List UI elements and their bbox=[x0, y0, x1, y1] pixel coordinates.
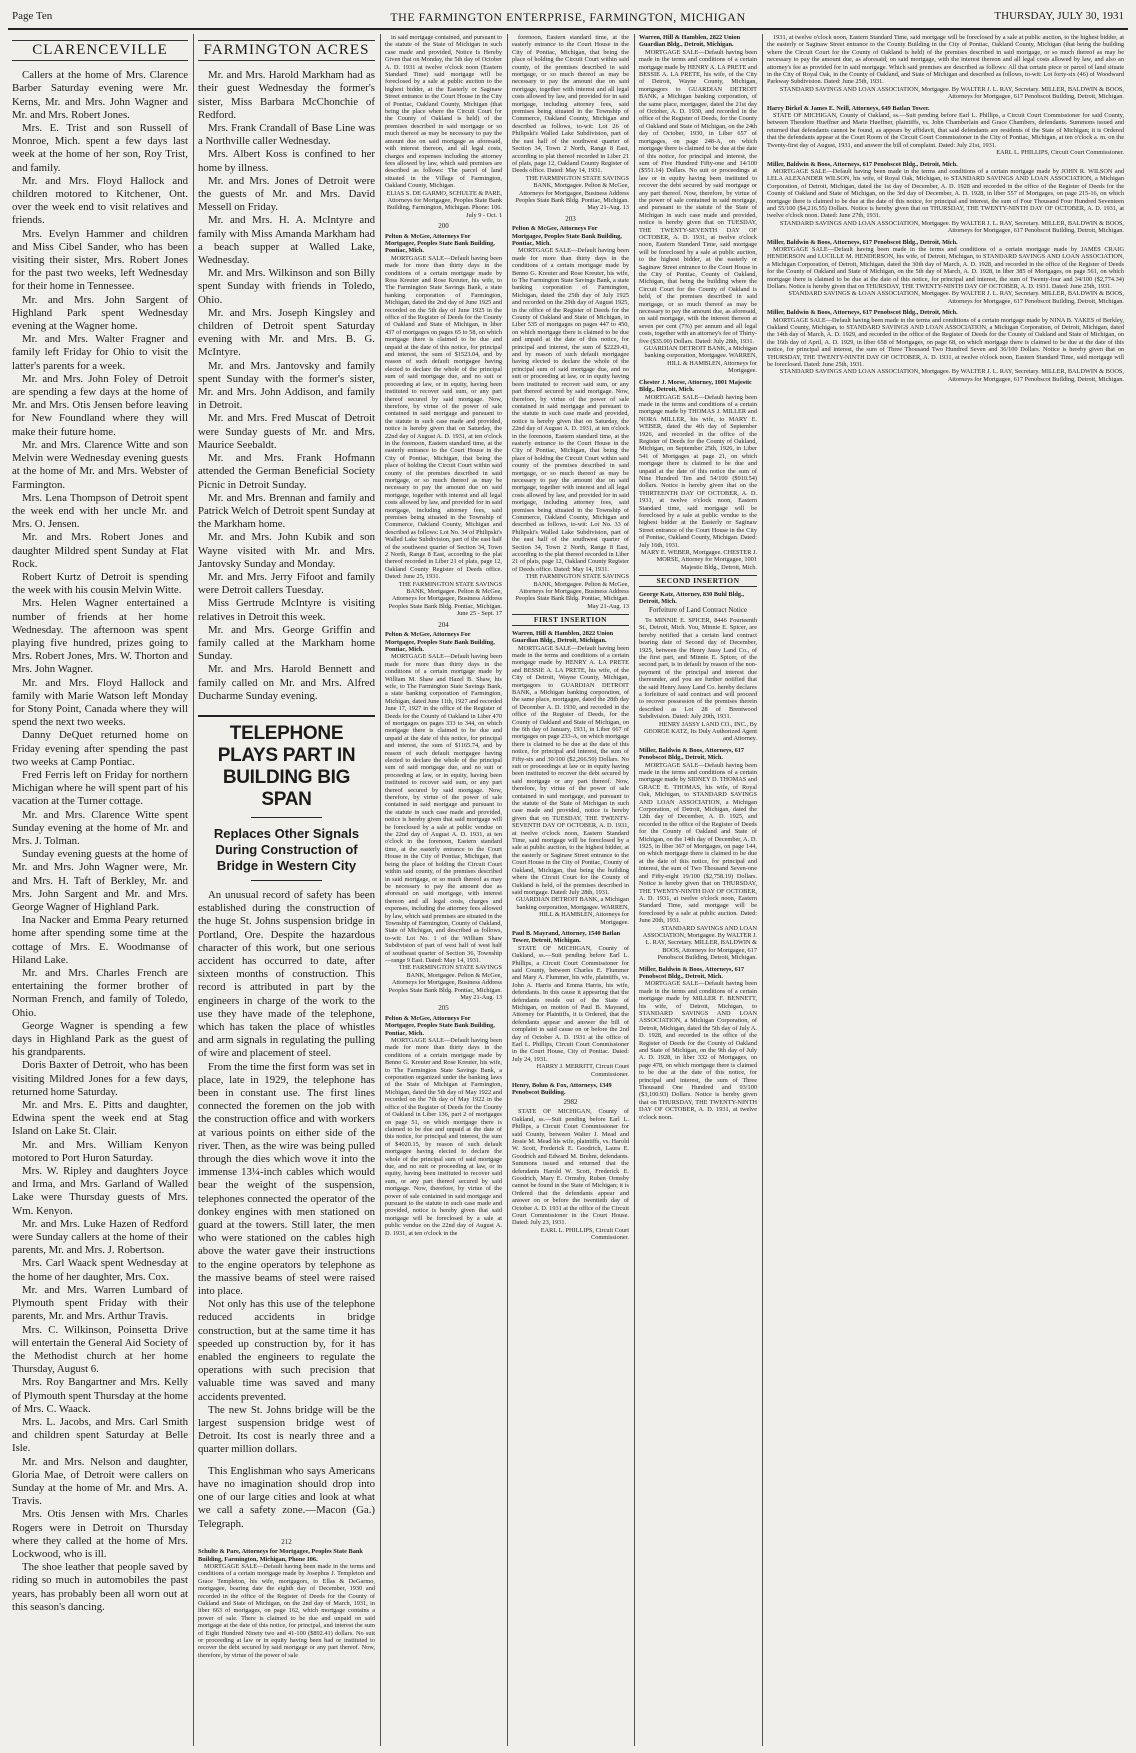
notice-signature: THE FARMINGTON STATE SAVINGS BANK, Mortgagee. Pelton & McGee, Attorneys for Mortgagee, Business Address Peoples State Bank Bldg. Pontiac, Michigan. bbox=[388, 964, 502, 994]
notice-warren bbox=[512, 630, 629, 926]
news-item: Mr. and Mrs. Joseph Kingsley and children of Detroit spent Saturday evening with Mr. and Mrs. B. G. McIntyre. bbox=[198, 306, 375, 359]
notice-number: 212 bbox=[281, 1537, 292, 1546]
notice-signature: STANDARD SAVINGS & LOAN ASSOCIATION, Mortgagee. By WALTER J. L. RAY, Secretary. MILLER, BALDWIN & BOOS, Attorneys for Mortgagee, 617 Penobscot Building, Detroit, Michigan. bbox=[788, 290, 1124, 305]
news-item: Mr. and Mrs. Fred Muscat of Detroit were Sunday guests of Mr. and Mrs. Maurice Seebaldt. bbox=[198, 412, 375, 451]
notice-miller-2 bbox=[639, 966, 757, 1122]
notice-head: Miller, Baldwin & Boos, Attorneys, 617 Penobscot Bldg., Detroit, Mich. bbox=[767, 309, 958, 317]
notice-number: 200 bbox=[438, 222, 449, 231]
notice-title: Forfeiture of Land Contract Notice bbox=[649, 606, 747, 615]
news-item: Mr. and Mrs. Warren Lumbard of Plymouth spent Friday with their parents, Mr. and Mrs. Arthur Travis. bbox=[12, 1283, 188, 1323]
notice-head: Schulte & Pare, Attorneys for Mortgagee, Peoples State Bank Building, Farmington, Michigan, Phone 106. bbox=[198, 1548, 363, 1563]
notice-dates: May 21-Aug. 13 bbox=[460, 994, 502, 1001]
notice-signature: STANDARD SAVINGS AND LOAN ASSOCIATION, Mortgagee. By WALTER J. L. RAY, Secretary. MILLER, BALDWIN & BOOS, Attorneys for Mortgagee, 617 Penobscot Building, Detroit, Michigan. bbox=[779, 219, 1124, 235]
news-item: Mr. and Mrs. Harold Bennett and family called on Mr. and Mrs. Alfred Ducharme Sunday evening. bbox=[198, 663, 375, 702]
notice-head: Pelton & McGee, Attorneys For Mortgagee, Peoples State Bank Building, Pontiac, Mich. bbox=[385, 232, 495, 255]
notice-number: 205 bbox=[438, 1004, 449, 1013]
notice-body: MORTGAGE SALE—Default having been made in the terms and conditions of a certain mortgage made by Josephus J. Templeton and Grace Templeton, his wife, mortgagors, to Ellas & DeGarmo, mortgagee, bearing date the eighth day of December, 1930 and recorded in the office of the Register of Deeds for the County of Oakland and State of Michigan, on the 2nd day of March, 1931, in liber 663 of mortgages, on page 162, which mortgage contains a power of sale. There is claimed to be due and unpaid on said mortgage at the date of this notice, for principal, and interest the sum of Eight Hundred Ninety two and 41-100 ($892.41) dollars. No suit or proceeding at law or in equity having been had or instituted to recover the debt secured by said mortgage or any part thereof. Now, therefore, by virtue of the power of sale bbox=[198, 1562, 375, 1659]
notice-signature: STANDARD SAVINGS AND LOAN ASSOCIATION, Mortgagee. By WALTER J. L. RAY, Secretary. MILLER, BALDWIN & BOOS, Attorneys for Mortgagee, 617 Penobscot Building, Detroit, Michigan. bbox=[779, 85, 1124, 101]
news-item: Mr. and Mrs. Charles French are entertaining the former brother of Norman French, and family of Toledo, Ohio. bbox=[12, 967, 188, 1019]
news-item: Mr. and Mrs. Jerry Fifoot and family were Detroit callers Tuesday. bbox=[198, 570, 375, 597]
newspaper-title: THE FARMINGTON ENTERPRISE, FARMINGTON, MICHIGAN bbox=[390, 10, 746, 24]
news-item: Mr. and Mrs. E. Pitts and daughter, Edwina spent the week end at Stag Island on Lake St. Clair. bbox=[12, 1099, 188, 1138]
telephone-story-body bbox=[198, 889, 375, 1457]
notice-203 bbox=[512, 216, 629, 611]
telephone-story-headline: TELEPHONE PLAYS PART IN BUILDING BIG SPAN bbox=[217, 722, 356, 810]
news-item: Danny DeQuet returned home on Friday evening after spending the past two weeks at Camp Pontiac. bbox=[12, 729, 188, 768]
news-item: Mrs. Lena Thompson of Detroit spent the week end with her uncle Mr. and Mrs. O. Jensen. bbox=[12, 491, 188, 531]
notice-200 bbox=[385, 223, 502, 618]
news-item: George Wagner is spending a few days in Highland Park as the guest of his grandparents. bbox=[12, 1019, 188, 1059]
notice-number: 2982 bbox=[563, 1097, 578, 1106]
notice-205 bbox=[385, 1005, 502, 1237]
notice-body: STATE OF MICHIGAN, County of Oakland, ss.—Suit pending before Earl L. Phillips, a Circuit Court Commissioner for said County, between Walter J. Mead and Jessie M. Mead his wife, plaintiffs, vs. Harold W. Scott, Frederick E. Goodrich, Laura E. Goodrich and Edward M. Brehm, defendants. Summons issued and returned that the defendants Harold W. Scott, Frederick E. Goodrich, Mary E. Ormsby, Ruben Ormsby cannot be found in the State of Michigan; it is Ordered that the defendants appear and answer on or before the twentieth day of October A. D. 1931 at the office of the Circuit Court Commissioner in the Court House. Dated: July 23, 1931. bbox=[512, 1108, 629, 1227]
news-item: Mr. and Mrs. William Kenyon motored to Port Huron Saturday. bbox=[12, 1138, 188, 1164]
news-item: Miss Gertrude McIntyre is visiting relatives in Detroit this week. bbox=[198, 597, 375, 623]
notice-body: MORTGAGE SALE—Default having been made in the terms and conditions of a certain mortgage made by MILLER F. BENNETT, his wife, of Detroit, Michigan, to STANDARD SAVINGS AND LOAN ASSOCIATION, a Michigan Corporation, of Detroit, Michigan, dated the 5th day of July A. D. 1928, and recorded in the office of the Register of Deeds for the County of Oakland and State of Michigan, on the 9th day of July A. D. 1928, in liber 332 of Mortgages, on page 478, on which mortgage there is claimed to be due at the date of this notice, for principal and interest, the sum of Three Thousand One Hundred and 93/100 ($3,100.93) Dollars. Notice is hereby given that on THURSDAY, THE TWENTY-NINTH DAY OF OCTOBER, A. D. 1931, at twelve o'clock noon. bbox=[639, 980, 757, 1121]
notice-signature: STANDARD SAVINGS AND LOAN ASSOCIATION, Mortgagee. By WALTER J. L. RAY, Secretary. MILLER, BALDWIN & BOOS, Attorneys for Mortgagee, 617 Penobscot Building, Detroit, Michigan. bbox=[642, 924, 757, 962]
news-item: Mrs. Albert Koss is confined to her home by illness. bbox=[198, 148, 375, 174]
notice-body: To MINNIE E. SPICER, 8446 Fourteenth St., Detroit, Mich. You, Minnie E. Spicer, are hereby notified that a certain land contract bearing date of Second day of December, 1925, between the Henry Jassy Land Co., of the first part, and Minnie E. Spicer, of the second part, is in default by reason of the non-payment of the principal and interest due thereunder, and you are further notified that the said Henry Jassy Land Co. hereby declares a forfeiture of said contract and will proceed to recover possession of the premises therein described as Lot 28 of Brentwood Subdivision. Dated: July 20th, 1931. bbox=[639, 616, 757, 721]
notice-dates: May 21-Aug. 13 bbox=[587, 204, 629, 212]
notice-signature: HENRY JASSY LAND CO., INC., By GEORGE KATZ, Its Duly Authorized Agent and Attorney. bbox=[644, 720, 757, 743]
news-item: Mrs. Otis Jensen with Mrs. Charles Rogers were in Detroit on Thursday where they called at the home of Mrs. Lockwood, who is ill. bbox=[12, 1508, 188, 1560]
news-item: Mrs. C. Wilkinson, Poinsetta Drive will entertain the General Aid Society of the Methodist church at her home Thursday, August 6. bbox=[12, 1323, 188, 1376]
notice-continuation: in said mortgage contained, and pursuant to the statute of the State of Michigan in such case made and provided, Notice Is Hereby Given that on Monday, the 5th day of October A. D. 1931 at twelve o'clock noon (Eastern Standard Time) said mortgage will be foreclosed by a sale at public auction to the highest bidder, at the Easterly or Saginaw Street entrance to the Court House in the City of Pontiac, Oakland County, Michigan (that being the place where the Circuit Court for the County of Oakland is held) of the premises described in said mortgage or so much thereof as may be necessary to pay the amount due on said mortgage as aforesaid, with interest thereon, and all legal costs, charges and expenses including the attorney fees allowed by law, which said premises are described as follows: The parcel of land situated in the Village of Farmington, Oakland County, Michigan. bbox=[385, 34, 502, 190]
notice-head: Henry, Bohm & Fox, Attorneys, 1349 Penobscot Building. bbox=[512, 1082, 612, 1097]
news-item: An unusual record of safety has been established during the construction of the huge St. Johns suspension bridge in Portland, Ore. Despite the hazardous character of this work, but one serious accident has occurred to date, after sixteen months of construction. This record is attributed in part by the engineers in charge of the work to the use they have made of the telephone, which has taken the place of whistles and arm signals in regulating the pulling of wire and placement of steel. bbox=[198, 888, 375, 1060]
news-item: Mr. and Mrs. John Kubik and son Wayne visited with Mr. and Mrs. Jantovsky Sunday and Monday. bbox=[198, 531, 375, 570]
notice-body: STATE OF MICHIGAN, County of Oakland, ss.—Suit pending before Earl L. Phillips, a Circuit Court Commissioner for said County, between Theodore Hueffner and Marie Hueffner, plaintiffs, vs. John Chamberlain and Grace Chambers, defendants. Summons issued and returned that defendants cannot be found, as appears by affidavit, that said defendants are residents of the State of Michigan; it is Ordered that the defendants appear at the Court Room of the Circuit Court Commissioner in the City of Pontiac, Michigan, at ten o'clock a. m. on the Twenty-first day of August, 1931, and answer the bill of complaint. Dated: July 21st, 1931. bbox=[767, 112, 1124, 149]
notice-head: Pelton & McGee, Attorneys For Mortgagee, Peoples State Bank Building, Pontiac, Mich. bbox=[385, 1014, 495, 1037]
news-item: The shoe leather that people saved by riding so much in automobiles the past years, has probably been all worn out at this season's dancing. bbox=[12, 1561, 188, 1613]
column-farmington-acres bbox=[193, 34, 379, 1746]
notice-signature: EARL L. PHILLIPS, Circuit Court Commissioner. bbox=[540, 1226, 629, 1242]
news-item: Robert Kurtz of Detroit is spending the week with his cousin Melvin Witte. bbox=[12, 570, 188, 597]
news-item: Mrs. Frank Crandall of Base Line was a Northville caller Wednesday. bbox=[198, 122, 375, 148]
notice-dates: June 25 - Sept. 17 bbox=[456, 610, 502, 618]
notice-signature: THE FARMINGTON STATE SAVINGS BANK, Mortgagee. Pelton & McGee, Attorneys for Mortgagee, Business Address Peoples State Bank Bldg. Pontiac, Michigan. bbox=[515, 174, 629, 204]
notice-mayrand bbox=[512, 930, 629, 1078]
notice-henry bbox=[512, 1082, 629, 1242]
notice-signature: MARY E. WEBER, Mortgagee. CHESTER J. MORSE, Attorney for Mortgagee, 1001 Majestic Bldg., Detroit, Mich. bbox=[641, 549, 757, 571]
first-insertion-heading: FIRST INSERTION bbox=[512, 614, 629, 625]
notice-head: Miller, Baldwin & Boos, Attorneys, 617 Penobscot Bldg., Detroit, Mich. bbox=[639, 746, 745, 762]
notice-body: MORTGAGE SALE—Default having been made in the terms and conditions of a certain mortgage made by JAMES CRAIG HENDERSON and LUCILLE M. HENDERSON, his wife, of Detroit, Michigan, to STANDARD SAVINGS AND LOAN ASSOCIATION, a Michigan Corporation, of Detroit, Michigan, dated the 30th day of March, A. D. 1928, and recorded in the office of the Register of Deeds for the County of Oakland and State of Michigan, on the 5th day of March, A. D. 1928, in liber 385 of Mortgages, on page 561, on which mortgage there is claimed to be due at the date of this notice, for principal and interest, the sum of Twenty-four and 34/100 ($2,774.34) Dollars. Notice is hereby given that on THURSDAY, THE TWENTY-NINTH DAY OF OCTOBER, A. D. 1931. Dated: June 25th, 1931. bbox=[767, 245, 1124, 290]
notice-212 bbox=[198, 1539, 375, 1660]
notice-signature: THE FARMINGTON STATE SAVINGS BANK, Mortgagee. Pelton & McGee, Attorneys for Mortgagee, Business Address Peoples State Bank Bldg. Pontiac, Michigan. bbox=[515, 573, 629, 603]
notice-signature: ELIAS S. DE GARMO, SCHULTE & PARE, Attorneys for Mortgagee, Peoples State Bank Building, Farmington, Michigan. Phone: 106. bbox=[386, 189, 502, 212]
notice-body: MORTGAGE SALE—Default having been made for more than thirty days in the conditions of a certain mortgage made by Ross Kreuter and Rose Kreuter, his wife, to The Farmington State Savings Bank, a state banking corporation of Farmington, Michigan, dated the 2nd day of June 1925 and recorded on the 5th day of June 1925 in the office of the Register of Deeds for the County of Oakland and State of Michigan, in liber 437 of mortgages on pages 65 to 58, on which mortgage there is claimed to be due and unpaid at the date of this notice, for principal and interest, the sum of $1523.04, and by reason of such default mortgagee having elected to declare the whole of the principal sum of said mortgage due, and no suit or proceeding at law, or in equity, having been instituted to recover said sum, or any part thereof secured by said mortgage. Now, therefore, by virtue of the power of sale contained in said mortgage and pursuant to the statute in such case made and provided, notice is hereby given that on Saturday, the 22nd day of August A. D. 1931, at ten o'clock in the forenoon, Eastern standard time, at the easterly entrance to the Court House in the City of Pontiac, Michigan, that being the place of holding the Circuit Court within said county of the premises described in said mortgage, or so much thereof as may be necessary to pay the amount due on said mortgage, together with interest and all legal costs allowed by law, and provided for in said mortgage, including attorney fees, said premises being situated in the Township of Commerce, Oakland County, Michigan and described as follows: Lot No. 34 of Philipski's Walled Lake Subdivision, part of the east half of the southwest quarter of Section 34, Town 2 North, Range 8 East, according to the plat thereof recorded in Liber 21 of plats, page 12, Oakland County Register of Deeds office. Dated: June 25, 1931. bbox=[385, 254, 502, 581]
notice-body: MORTGAGE SALE—Default having been made in the terms and conditions of a certain mortgage made by NINA B. YAKES of Berkley, Oakland County, Michigan, to STANDARD SAVINGS AND LOAN ASSOCIATION, a Michigan Corporation, of Detroit, Michigan, dated the 14th day of March, A. D. 1929, and recorded in the office of the Register of Deeds for the County of Oakland and State of Michigan, on the 16th day of April, A. D. 1929, in liber 658 of Mortgages, on page 68, on which mortgage there is claimed to be due at the date of this notice, for principal and interest, the sum of Three Thousand Two Hundred Seven and 36/100 Dollars. Notice is hereby given that on THURSDAY, THE TWENTY-NINTH DAY OF OCTOBER, A. D. 1931, at twelve o'clock noon, Eastern Standard Time, said mortgage will be foreclosed. Dated: June 25th, 1931. bbox=[767, 316, 1124, 369]
section-heading-farmington-acres: FARMINGTON ACRES bbox=[198, 40, 375, 61]
news-item: Mr. and Mrs. Jantovsky and family spent Sunday with the former's sister, Mr. and Mrs. John Addison, and family in Detroit. bbox=[198, 359, 375, 412]
notice-katz bbox=[639, 591, 757, 743]
news-item: Mr. and Mrs. Wilkinson and son Billy spent Sunday with friends in Toledo, Ohio. bbox=[198, 267, 375, 306]
notice-warren-2 bbox=[639, 34, 757, 375]
englishman-filler: This Englishman who says Americans have no imagination should drop into one of our large cities and look at what we call a safety zone.—Macon (Ga.) Telegraph. bbox=[198, 1464, 375, 1530]
news-item: Mr. and Mrs. Clarence Witte spent Sunday evening at the home of Mr. and Mrs. J. Tolman. bbox=[12, 808, 188, 847]
notice-morse bbox=[639, 379, 757, 572]
notice-signature: HARRY J. MERRITT, Circuit Court Commissioner. bbox=[536, 1063, 629, 1078]
news-item: Mr. and Mrs. Brennan and family and Patrick Welch of Detroit spent Sunday at the Markham home. bbox=[198, 491, 375, 531]
notice-body: MORTGAGE SALE—Default having been made in the terms and conditions of a certain mortgage made by JOHN R. WILSON and LELA ALEXANDER WILSON, his wife, of Royal Oak, Michigan, to STANDARD SAVINGS AND LOAN ASSOCIATION, a Michigan Corporation, of Detroit, Michigan, dated the 1st day of December, A. D. 1928 and recorded in the office of the Register of Deeds for the County of Oakland and State of Michigan, on the 3rd day of December, A. D. 1928, in liber 557 of Mortgages, on page 215-16, on which mortgage there is claimed to be due at the date of this notice, for principal and interest, the sum of Four Thousand Four Hundred Seventeen and 55/100 ($4,216.55) Dollars. Notice is hereby given that on THURSDAY, THE TWENTY-NINTH DAY OF OCTOBER, A. D. 1931, at twelve o'clock noon. Dated: June 27th, 1931. bbox=[767, 167, 1124, 220]
notice-body: MORTGAGE SALE—Default having been made in the terms and conditions of a certain mortgage made by HENRY A. LA PRETE and BESSIE A. LA PRETE, his wife, of the City of Detroit, Wayne County, Michigan, mortgagors to GUARDIAN DETROIT BANK, a Michigan banking corporation, of the same place, mortgagee, dated the 28th day of December A. D. 1930, and recorded in the office of the Register of Deeds, for the County of Oakland and State of Michigan, on the 6th day of January, 1931, in Liber 667 of mortgages on page 233-A, on which mortgage there is claimed to be due at the date of this notice, for principal and interest, the sum of Fifty-six and 30/100 ($2,266.50) Dollars. No suit or proceedings at law or in equity having been instituted to recover the debt secured by said mortgage or any part thereof. Now, therefore, by virtue of the power of sale contained in said mortgage, and pursuant to the statute of the State of Michigan in such case made and provided, notice is hereby given that on TUESDAY, THE TWENTY-SEVENTH DAY OF OCTOBER, A. D. 1931, at twelve o'clock noon, Eastern Standard Time, said mortgage will be foreclosed by a sale at public auction, to the highest bidder, at the easterly or Saginaw Street entrance to the Court House in the City of Pontiac, County of Oakland, Michigan, that being the building where the Circuit Court for the County of Oakland is held, of the premises described in said mortgage. Dated: July 28th, 1931. bbox=[512, 644, 629, 896]
news-item: Mrs. Evelyn Hammer and children and Miss Cibel Sander, who has been visiting their sister, Mrs. Robert Jones for the past two weeks, left Wednesday for their home in Tennessee. bbox=[12, 227, 188, 293]
farmington-acres-items bbox=[198, 69, 375, 703]
notice-number: 204 bbox=[438, 620, 449, 629]
news-item: Mr. and Mrs. John Sargent of Highland Park spent Wednesday evening at the Wagner home. bbox=[12, 293, 188, 333]
column-legal-notices-3 bbox=[380, 34, 506, 1746]
news-item: Mr. and Mrs. Floyd Hallock and family with Marie Watson left Monday for Stony Point, Canada where they will spend the next two weeks. bbox=[12, 676, 188, 729]
notice-body: MORTGAGE SALE—Default having been made for more than thirty days in the conditions of a certain mortgage made by Benno G. Kreuter and Rose Kreuter, his wife, to The Farmington State Savings Bank, a corporation organized under the banking laws of the State of Michigan at Farmington, Michigan, dated the 5th day of May 1922 and recorded on the 7th day of May 1922 in the office of the Register of Deeds for the County of Oakland in Liber 136, part 2 of mortgages on page 51, on which mortgage there is claimed to be due and unpaid at the date of this notice, for principal and interest, the sum of $4020.15, by reason of such default mortgagee having elected to declare the whole of the principal sum of said mortgage due, and no suit or proceeding at law, or in equity, having been instituted to recover said sum, or any part thereof secured by said mortgage. Now, therefore, by virtue of the power of sale contained in said mortgage and pursuant to the statute in such case made and provided, notice is hereby given that said mortgage will be foreclosed by a sale at public vendue on the 22nd day of August A. D. 1931, at ten o'clock in the bbox=[385, 1037, 502, 1237]
notice-head: Pelton & McGee, Attorneys For Mortgagee, Peoples State Bank Building, Pontiac, Mich. bbox=[512, 225, 622, 247]
notice-signature: STANDARD SAVINGS AND LOAN ASSOCIATION, Mortgagee. By WALTER J. L. RAY, Secretary. MILLER, BALDWIN & BOOS, Attorneys for Mortgagee, 617 Penobscot Building, Detroit, Michigan. bbox=[779, 368, 1124, 383]
column-legal-notices-6 bbox=[762, 34, 1128, 1746]
notice-head: Miller, Baldwin & Boos, Attorneys, 617 Penobscot Bldg., Detroit, Mich. bbox=[767, 238, 958, 246]
notice-head: Chester J. Morse, Attorney, 1001 Majestic Bldg., Detroit, Mich. bbox=[639, 378, 752, 394]
notice-number: 203 bbox=[565, 214, 576, 223]
issue-date: THURSDAY, JULY 30, 1931 bbox=[994, 10, 1124, 22]
news-item: Mr. and Mrs. John Foley of Detroit are spending a few days at the home of Mr. and Mrs. Otis Jensen before leaving for New Foundland where they will make their future home. bbox=[12, 372, 188, 438]
news-item: The new St. Johns bridge will be the largest suspension bridge west of Detroit. Its cost is nearly three and a quarter million dollars. bbox=[198, 1403, 375, 1456]
news-item: Mrs. Roy Bangartner and Mrs. Kelly of Plymouth spent Thursday at the home of Mrs. C. Waack. bbox=[12, 1376, 188, 1415]
section-heading-clarenceville: CLARENCEVILLE bbox=[12, 40, 188, 61]
news-item: Mrs. Helen Wagner entertained a number of friends at her home Wednesday. The afternoon was spent playing five hundred, prizes going to Mrs. Robert Jones, Mrs. W. Thorton and Mrs. John Wagner. bbox=[12, 597, 188, 676]
notice-head: Miller, Baldwin & Boos, Attorneys, 617 Penobscot Bldg., Detroit, Mich. bbox=[639, 965, 745, 980]
notice-signature: EARL L. PHILLIPS, Circuit Court Commissioner. bbox=[996, 149, 1124, 157]
notice-body: MORTGAGE SALE—Default having been made in the terms and conditions of a certain mortgage made by HENRY A. LA PRETE and BESSIE A. LA PRETE, his wife, of the City of Detroit, Wayne County, Michigan, mortgagors to GUARDIAN DETROIT BANK, a Michigan banking corporation, of the same place, mortgagee, dated the 21st day of October, A. D. 1930, and recorded in the office of the Register of Deeds, for the County of Oakland and State of Michigan, on the 24th day of October, 1930, in Liber 657 of mortgages, on page 248-A, on which mortgage there is claimed to be due at the date of this notice, for principal and interest, the sum of Five Hundred Fifty-one and 14/100 ($551.14) Dollars. No suit or proceedings at law or in equity having been instituted to recover the debt secured by said mortgage or any part thereof. Now, therefore, by virtue of the power of sale contained in said mortgage, and pursuant to the statute of the State of Michigan in such case made and provided, notice is hereby given that on TUESDAY, THE TWENTY-SEVENTH DAY OF OCTOBER, A. D. 1931, at twelve o'clock noon, Eastern Standard Time, said mortgage will be foreclosed by a sale at public auction, to the highest bidder, at the easterly or Saginaw Street entrance to the Court House in the City of Pontiac, County of Oakland, Michigan, that being the building where the Circuit Court for the County of Oakland is held, of the premises described in said mortgage, or so much thereof as may be necessary to pay the amount due, as aforesaid, on said mortgage, with the interest thereon at seven per cent (7%) per annum and all legal costs, together with an attorney's fee of Thirty-five ($35.00) Dollars. Dated: July 28th, 1931. bbox=[639, 48, 757, 345]
notice-miller-3 bbox=[767, 161, 1124, 235]
telephone-story-subhead: Replaces Other Signals During Construction of Bridge in Western City bbox=[213, 825, 360, 873]
news-item: Mr. and Mrs. Floyd Hallock and children motored to Kitchener, Ont. over the week end to visit relatives and friends. bbox=[12, 174, 188, 227]
telephone-story-headline-block bbox=[198, 715, 375, 881]
news-item: Mr. and Mrs. George Griffin and family called at the Markham home Sunday. bbox=[198, 623, 375, 663]
column-legal-notices-5 bbox=[634, 34, 761, 1746]
page-number: Page Ten bbox=[12, 10, 53, 22]
news-item: Mr. and Mrs. Harold Markham had as their guest Wednesday the former's sister, Miss Barbara McChonchie of Redford. bbox=[198, 69, 375, 121]
news-item: Mr. and Mrs. Jones of Detroit were the guests of Mr. and Mrs. David Messell on Friday. bbox=[198, 174, 375, 214]
news-item: Fred Ferris left on Friday for northern Michigan where he will spent part of his vacation at the Turner cottage. bbox=[12, 768, 188, 808]
news-item: From the time the first form was set in place, late in 1929, the telephone has been in constant use. The first lines connected the foremen on the job with the construction office and with workers at various points on either side of the river. Then, as the wire was being pulled through the dies which wove it into the immense 13¼-inch cables which would bear the weight of the suspension, telephones connected the operator of the donkey engines with men stationed on guard at the towers. Still later, the men who were stationed on the cables high above the water gave their instructions to the engine operators by telephone as the massive beams of steel were raised into place. bbox=[198, 1060, 375, 1298]
news-item: Mr. and Mrs. Clarence Witte and son Melvin were Wednesday evening guests at the home of Mr. and Mrs. Webster of Farmington. bbox=[12, 438, 188, 491]
news-item: Mrs. L. Jacobs, and Mrs. Carl Smith and children spent Saturday at Belle Isle. bbox=[12, 1415, 188, 1455]
notice-signature: GUARDIAN DETROIT BANK, a Michigan banking corporation, Mortgagee. WARREN, HILL & HAMBLEN, Attorneys for Mortgagee. bbox=[643, 345, 757, 375]
notice-head: George Katz, Attorney, 830 Buhl Bldg., Detroit, Mich. bbox=[639, 590, 745, 606]
notice-dates: May 21-Aug. 13 bbox=[587, 602, 629, 610]
news-item: Callers at the home of Mrs. Clarence Barber Saturday evening were Mr. Kerns, Mr. and Mrs. John Wagner and Mr. and Mrs. Robert Jones. bbox=[12, 69, 188, 121]
news-item: Mr. and Mrs. H. A. McIntyre and family with Miss Amanda Markham had a beach supper at Walled Lake, Wednesday. bbox=[198, 214, 375, 267]
column-clarenceville bbox=[8, 34, 192, 1746]
notice-head: Miller, Baldwin & Boos, Attorneys, 617 Penobscot Bldg., Detroit, Mich. bbox=[767, 160, 958, 168]
notice-body: MORTGAGE SALE—Default having been made in the terms and conditions of a certain mortgage made by THOMAS J. MILLER and NORA MILLER, his wife, to MARY E. WEBER, dated the 4th day of September 1926, and recorded in the office of the Register of Deeds for the County of Oakland, Michigan, on September 25th, 1926, in Liber 541 of Mortgages at page 21, on which mortgage there is claimed to be due and unpaid at the date of this notice the sum of Nine Hundred Ten and 54/100 ($910.54) dollars. Notice is hereby given that on the THIRTEENTH DAY OF OCTOBER, A. D. 1931, at twelve o'clock noon, Eastern Standard time, said mortgage will be foreclosed by a sale at public vendue to the highest bidder at the Easterly or Saginaw Street entrance of the Court House in the City of Pontiac, Oakland County, Michigan. Dated: July 16th, 1931. bbox=[639, 393, 757, 549]
masthead bbox=[8, 4, 1128, 30]
notice-dates: July 9 - Oct. 1 bbox=[466, 211, 502, 219]
news-item: Mrs. Carl Waack spent Wednesday at the home of her daughter, Mrs. Cox. bbox=[12, 1257, 188, 1283]
notice-body: MORTGAGE SALE—Default having been made for more than thirty days in the conditions of a certain mortgage made by William M. Shaw and Hazel B. Shaw, his wife, to The Farmington State Savings Bank, a state banking corporation of Farmington, Michigan, dated June 11th, 1927 and recorded June 17, 1927 in the office of the Register of Deeds for the County of Oakland in Liber 470 of mortgages on pages 333 to 344, on which mortgage there is claimed to be due and unpaid at the date of this notice, for principal and interest, the sum of $1165.74, and by reason of such default mortgagee having elected to declare the whole of the principal sum of said mortgage due, and no suit or proceeding at law, or in equity, having been instituted to recover said sum, or any part thereof secured by said mortgage. Now, therefore, by virtue of the power of sale contained in said mortgage and pursuant to the statute in such case made and provided, notice is hereby given that said mortgage will be foreclosed by a sale at public vendue on the 22nd day of August A. D. 1931, at ten o'clock in the forenoon, Eastern standard time, at the easterly entrance to the Court House in the City of Pontiac, Michigan, that being the place of holding the Circuit Court within said county, of the premises described in said mortgage, or so much thereof as may be necessary to pay the amount due as aforesaid on said mortgage, with interest thereon and all legal costs, charges and expenses, including the attorney fees allowed by law, which said premises are situated in the Township of Farmington, County of Oakland, State of Michigan, and described as follows, to-wit: Lot No. 1 of the William Shaw Subdivision of part of west half of west half of southeast quarter of Section 36, Township—range 9 East. Dated: May 14, 1931. bbox=[385, 653, 502, 964]
news-item: Mrs. W. Ripley and daughters Joyce and Irma, and Mrs. Garland of Walled Lake were Thursday guests of Mrs. Wm. Kenyon. bbox=[12, 1165, 188, 1217]
news-item: Mr. and Mrs. Luke Hazen of Redford were Sunday callers at the home of their parents, Mr. and Mrs. J. Robertson. bbox=[12, 1217, 188, 1257]
notice-body: MORTGAGE SALE—Default having been made for more than thirty days in the conditions of a certain mortgage made by Benno G. Kreuter and Rose Kreuter, his wife, to The Farmington State Savings Bank, a state banking corporation of Farmington, Michigan, dated the 25th day of July 1925 and recorded on the 29th day of August 1925, in the office of the Register of Deeds for the County of Oakland and State of Michigan, in Liber 535 of mortgages on pages 447 to 450, on which mortgage there is claimed to be due and unpaid at the date of this notice, for principal and interest, the sum of $2229.43, and by reason of such default mortgagee having elected to declare the whole of the principal sum of said mortgage due, and no suit or proceeding at law, or in equity having been instituted to recover said sum, or any part thereof secured by said mortgage. Now, therefore, by virtue of the power of sale contained in said mortgage and pursuant to the statute in such case made and provided, notice is hereby given that on Saturday, the 22nd day of August A. D. 1931, at ten o'clock in the forenoon, Eastern standard time, at the easterly entrance to the Court House in the City of Pontiac, Michigan, that being the place of holding the Circuit Court within said county of the premises described in said mortgage, or so much thereof as may be necessary to pay the amount due on said mortgage, together with interest and all legal costs allowed by law, and provided for in said mortgage, including attorney fees, said premises being situated in the Township of Commerce, Oakland County, Michigan and described as follows, to-wit: Lot No. 33 of Philipski's Walled Lake Subdivision, part of the east half of the southwest quarter of Section 34, Town 2 North, Range 8 East, according to the plat thereof recorded in Liber 21 of plats, page 12, Oakland County Register of Deeds office. Dated: May 14, 1931. bbox=[512, 247, 629, 573]
notice-204 bbox=[385, 622, 502, 1002]
notice-head: Paul B. Mayrand, Attorney, 1540 Batlan Tower, Detroit, Michigan. bbox=[512, 929, 621, 945]
notice-head: Warren, Hill & Hamblen, 2822 Union Guardian Bldg., Detroit, Michigan. bbox=[639, 34, 741, 49]
notice-signature: THE FARMINGTON STATE SAVINGS BANK, Mortgagee. Pelton & McGee, Attorneys for Mortgagee, Business Address Peoples State Bank Bldg. Pontiac, Michigan. bbox=[388, 580, 502, 610]
notice-body: MORTGAGE SALE—Default having been made in the terms and conditions of a certain mortgage made by SIDNEY D. THOMAS and GRACE E. THOMAS, his wife, of Royal Oak, Michigan, to STANDARD SAVINGS AND LOAN ASSOCIATION, a Michigan Corporation, of Detroit, Michigan, dated the 12th day of December, A. D. 1925, and recorded in the office of the Register of Deeds for the County of Oakland and State of Michigan, on the 14th day of December, A. D. 1925, in liber 367 of Mortgages, on page 144, on which mortgage there is claimed to be due at the date of this notice, for principal and interest, the sum of Two Thousand Seven-one and Fifty-eight 19/100 ($2,758.19) Dollars. Notice is hereby given that on THURSDAY, THE TWENTY-NINTH DAY OF OCTOBER, A. D. 1931, at twelve o'clock noon, Eastern Standard Time, said mortgage will be foreclosed by a sale at public auction. Dated: June 20th, 1931. bbox=[639, 761, 757, 925]
news-item: Mr. and Mrs. Walter Fragner and family left Friday for Ohio to visit the latter's parents for a week. bbox=[12, 333, 188, 372]
notice-body: STATE OF MICHIGAN, County of Oakland, ss.—Suit pending before Earl L. Phillips, a Circuit Court Commissioner for said County, between Charles E. Flummer and Mary A. Flummer, his wife, plaintiffs, vs. John A. Harris and Emma Harris, his wife, defendants. In this cause it appearing that the defendants reside out of the State of Michigan, on motion of Paul B. Mayrand, Attorney for Plaintiffs, it is Ordered, that the defendants appear and answer the bill of complaint in said cause on or before the 2nd day of October A. D. 1931 at the office of Earl L. Phillips, Circuit Court Commissioner in the Court House, City of Pontiac. Dated: July 24, 1931. bbox=[512, 944, 629, 1063]
notice-continuation: forenoon, Eastern standard time, at the easterly entrance to the Court House in the City of Pontiac, Michigan, that being the place of holding the Circuit Court within said county, of the premises described in said mortgage, or so much thereof as may be necessary to pay the amount due on said mortgage, together with interest and all legal costs allowed by law, and provided for in said mortgage, including attorney fees, said premises being situated in the Township of Commerce, Oakland County, Michigan and described as follows, to-wit: Lot 26 of Philipski's Walled Lake Subdivision, part of the east half of the southwest quarter of Section 34, Town 2 North, Range 8 East, according to plat thereof recorded in Liber 21 of plats, page 12, Oakland County Register of Deeds office. Dated: May 14, 1931. bbox=[512, 34, 629, 175]
notice-continuation: 1931, at twelve o'clock noon, Eastern Standard Time, said mortgage will be foreclosed by a sale at public auction, to the highest bidder, at the easterly or Saginaw Street entrance to the County Building in the City of Pontiac, Oakland County, Michigan (that being the building where the Circuit Court for the County of Oakland is held) of the premises described in said mortgage, or so much thereof as may be necessary to pay the amount due, as aforesaid, on said mortgage, with the interest thereon and all legal costs allowed by law, and also an attorney's fee as provided for in said mortgage. Which said premises are described as follows: All that certain piece or parcel of land situate in the City of Royal Oak, in the County of Oakland, and State of Michigan and described as follows, to-wit: Lot forty-six (46) of Woodward Parkway Subdivision. Dated: June 25th, 1931. bbox=[767, 34, 1124, 86]
notice-signature: GUARDIAN DETROIT BANK, a Michigan banking corporation, Mortgagee. WARREN, HILL & HAMBLEN, Attorneys for Mortgagee. bbox=[515, 896, 629, 926]
column-legal-notices-4 bbox=[507, 34, 633, 1746]
notice-head: Pelton & McGee, Attorneys For Mortgagee, Peoples State Bank Building, Pontiac, Mich. bbox=[385, 631, 495, 653]
clarenceville-items bbox=[12, 69, 188, 1614]
notice-birkel bbox=[767, 105, 1124, 157]
news-item: Mr. and Mrs. Robert Jones and daughter Mildred spent Sunday at Flat Rock. bbox=[12, 531, 188, 570]
notice-head: Warren, Hill & Hamblen, 2822 Union Guardian Bldg., Detroit, Michigan. bbox=[512, 629, 614, 645]
news-item: Sunday evening guests at the home of Mr. and Mrs. John Wagner were, Mr. and Mrs. H. Taft of Berkley, Mr. and Mrs. John Sargent and Mr. and Mrs. George Wagner of Highland Park. bbox=[12, 848, 188, 913]
notice-miller-1 bbox=[639, 747, 757, 962]
notice-head: Harry Birkel & James E. Neill, Attorneys, 649 Batlan Tower. bbox=[767, 104, 930, 112]
notice-miller-5 bbox=[767, 309, 1124, 383]
news-item: Not only has this use of the telephone reduced accidents in bridge construction, but at the same time it has speeded up construction by, for it has enabled the engineers to regulate the operations with such precision that valuable time was saved and many accidents prevented. bbox=[198, 1298, 375, 1403]
news-item: Mr. and Mrs. Nelson and daughter, Gloria Mae, of Detroit were callers on Sunday at the home of Mr. and Mrs. A. Travis. bbox=[12, 1455, 188, 1508]
second-insertion-heading: SECOND INSERTION bbox=[639, 575, 757, 586]
notice-miller-4 bbox=[767, 239, 1124, 306]
news-item: Mr. and Mrs. Frank Hofmann attended the German Beneficial Society Picnic in Detroit Sunday. bbox=[198, 452, 375, 491]
news-item: Doris Baxter of Detroit, who has been visiting Mildred Jones for a few days, returned home Saturday. bbox=[12, 1059, 188, 1098]
news-item: Mrs. E. Trist and son Russell of Monroe, Mich. spent a few days last week at the home of her son, Roy Trist, and family. bbox=[12, 122, 188, 174]
news-item: Ina Nacker and Emma Peary returned home after spending some time at the cottage of Mrs. E. Woodmanse of Hiland Lake. bbox=[12, 914, 188, 966]
